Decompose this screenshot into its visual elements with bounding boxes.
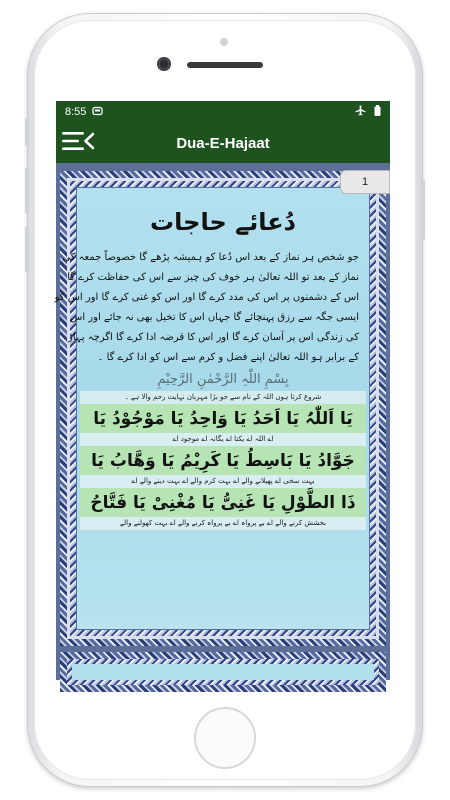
next-page-border — [60, 652, 386, 692]
paragraph-line: کی زندگی اس پر آسان کرے گا اور اس کا قرضہ ادا کرے گا اگرچہ پہاڑ — [68, 332, 359, 343]
dua-page — [54, 187, 370, 630]
earpiece-speaker — [187, 62, 263, 68]
proximity-sensor — [220, 38, 228, 46]
status-bar — [56, 101, 390, 123]
menu-collapse-icon — [62, 131, 94, 155]
device-screen — [56, 101, 390, 680]
dua-meaning-line: اے اللہ اے یکتا اے یگانہ اے موجود اے — [80, 433, 366, 446]
paragraph-line: اس کے دشمنوں پر اس کی مدد کرے گا اور اس کو غنی کرے گا اور اس کو — [54, 292, 359, 303]
paragraph-line: نماز کے بعد تو اللہ تعالیٰ ہر خوف کی چیز سے اس کی حفاظت کرے گا — [67, 272, 359, 283]
home-button[interactable] — [194, 707, 256, 769]
volume-up-button — [25, 168, 29, 214]
dua-arabic-line: جَوَّادُ یَا بَاسِطُ یَا کَرِیْمُ یَا وَھَّابُ یَا — [80, 446, 366, 475]
battery-icon — [374, 105, 381, 119]
volume-down-button — [25, 226, 29, 272]
dua-arabic-line: ذَا الطَّوْلِ یَا غَنِیُّ یَا مُغْنِیْ یَا فَتَّاحُ — [80, 488, 366, 517]
dua-arabic-line: یَا اَللّٰہُ یَا اَحَدُ یَا وَاحِدُ یَا مَوْجُوْدُ یَا — [80, 404, 366, 433]
paragraph-line: کے برابر ہو اللہ تعالیٰ اپنے فضل و کرم سے اس کو ادا کرے گا ۔ — [97, 352, 359, 363]
paragraph-line: ایسی جگہ سے رزق پہنچائے گا جہاں اس کا تخیل بھی نہ جائے اور اس — [70, 312, 359, 323]
mute-switch — [25, 118, 29, 146]
front-camera — [157, 57, 171, 71]
notification-icon — [92, 106, 103, 119]
next-page-preview — [72, 664, 374, 680]
virtue-paragraph — [54, 244, 369, 368]
app-title: Dua-E-Hajaat — [176, 134, 270, 152]
page-heading: دُعائے حاجات — [150, 208, 296, 236]
status-time: 8:55 — [65, 106, 87, 118]
power-button — [421, 180, 425, 240]
paragraph-line: جو شخص ہر نماز کے بعد اس دُعا کو ہمیشہ پڑھے گا خصوصاً جمعہ کی — [62, 252, 359, 263]
page-number-badge: 1 — [340, 170, 390, 194]
dua-meaning-line: بہت سخی اے پھیلانے والے اے بہت کرم والے اے بہت دینے والے اے — [80, 475, 366, 488]
airplane-mode-icon — [355, 105, 366, 119]
app-bar — [56, 123, 390, 163]
page-ornamental-border — [54, 171, 386, 646]
bismillah-calligraphy: بِسْمِ اللّٰہِ الرَّحْمٰنِ الرَّحِیْمِ — [157, 372, 289, 387]
scroll-content[interactable] — [56, 163, 390, 680]
dua-text-block — [80, 391, 366, 530]
dua-meaning-line: بخشش کرنے والے اے بے پرواہ اے بے پرواہ کرنے والے اے بہت کھولنے والے — [80, 517, 366, 530]
translation-intro: شروع کرتا ہوں اللہ کے نام سے جو بڑا مہربان نہایت رحم والا ہے ۔ — [80, 391, 366, 404]
menu-button[interactable] — [56, 123, 100, 163]
